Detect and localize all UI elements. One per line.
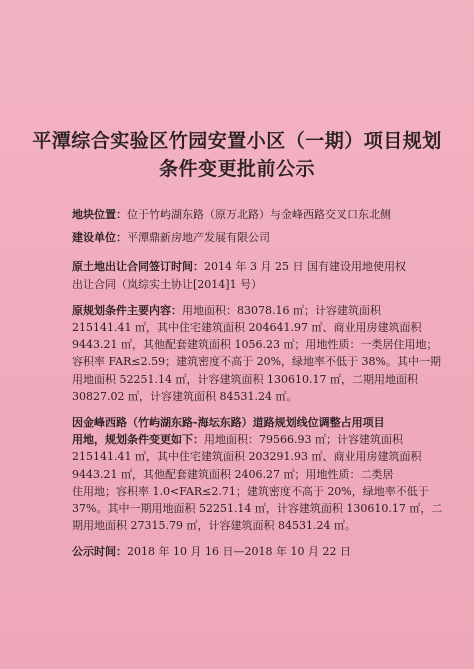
changed-line-6: 期用地面积 27315.79 ㎡，计容建筑面积 84531.24 ㎡。 [72,519,356,533]
changed-line-1: 用地面积：79566.93 ㎡；计容建筑面积 [204,433,403,447]
publicity-value: 2018 年 10 月 16 日—2018 年 10 月 22 日 [127,545,351,559]
original-line-2: 215141.41 ㎡，其中住宅建筑面积 204641.97 ㎡、商业用房建筑面积 [72,321,422,335]
original-line-3: 9443.21 ㎡，其他配套建筑面积 1056.23 ㎡；用地性质：一类居住用地； [72,338,438,352]
changed-conditions-section [72,414,443,534]
changed-line-2: 215141.41 ㎡，其中住宅建筑面积 203291.93 ㎡、商业用房建筑面积 [72,450,422,464]
location-label: 地块位置： [72,208,127,221]
location-row [72,206,434,223]
changed-label: 因金峰西路（竹屿湖东路-海坛东路）道路规划线位调整占用项目 [72,416,385,430]
location-value: 位于竹屿湖东路（原万北路）与金峰西路交叉口东北侧 [127,208,391,221]
changed-label-2: 用地，规划条件变更如下： [72,433,204,447]
publicity-label: 公示时间： [72,545,127,559]
contract-line-1: 2014 年 3 月 25 日 国有建设用地使用权 [204,260,406,274]
contract-line-2: 出让合同（岚综实土协让[2014]1 号） [72,277,263,291]
document-title-line1: 平潭综合实验区竹园安置小区（一期）项目规划 [32,130,442,152]
changed-line-3: 9443.21 ㎡，其他配套建筑面积 2406.27 ㎡；用地性质：二类居 [72,467,394,481]
original-line-5: 用地面积 52251.14 ㎡，计容建筑面积 130610.17 ㎡，二期用地面积 [72,372,418,386]
document-body [72,206,443,561]
publicity-row [72,543,434,560]
original-label: 原规划条件主要内容： [72,303,182,317]
builder-label: 建设单位： [72,231,127,245]
builder-row [72,229,434,246]
changed-line-4: 住用地；容积率 1.0<FAR≤2.71；建筑密度不高于 20%，绿地率不低于 [72,484,429,498]
original-line-4: 容积率 FAR≤2.59；建筑密度不高于 20%，绿地率不低于 38%。其中一期 [72,355,441,369]
document-title-line2: 条件变更批前公示 [158,158,315,180]
original-line-1: 用地面积：83078.16 ㎡；计容建筑面积 [182,303,381,317]
contract-section [72,258,434,292]
contract-label: 原土地出让合同签订时间： [72,260,204,274]
original-line-6: 30827.02 ㎡，计容建筑面积 84531.24 ㎡。 [72,389,298,403]
changed-line-5: 37%。其中一期用地面积 52251.14 ㎡，计容建筑面积 130610.17 ㎡，二 [72,502,443,516]
original-conditions-section [72,302,441,405]
builder-value: 平潭鼎新房地产发展有限公司 [127,231,270,245]
